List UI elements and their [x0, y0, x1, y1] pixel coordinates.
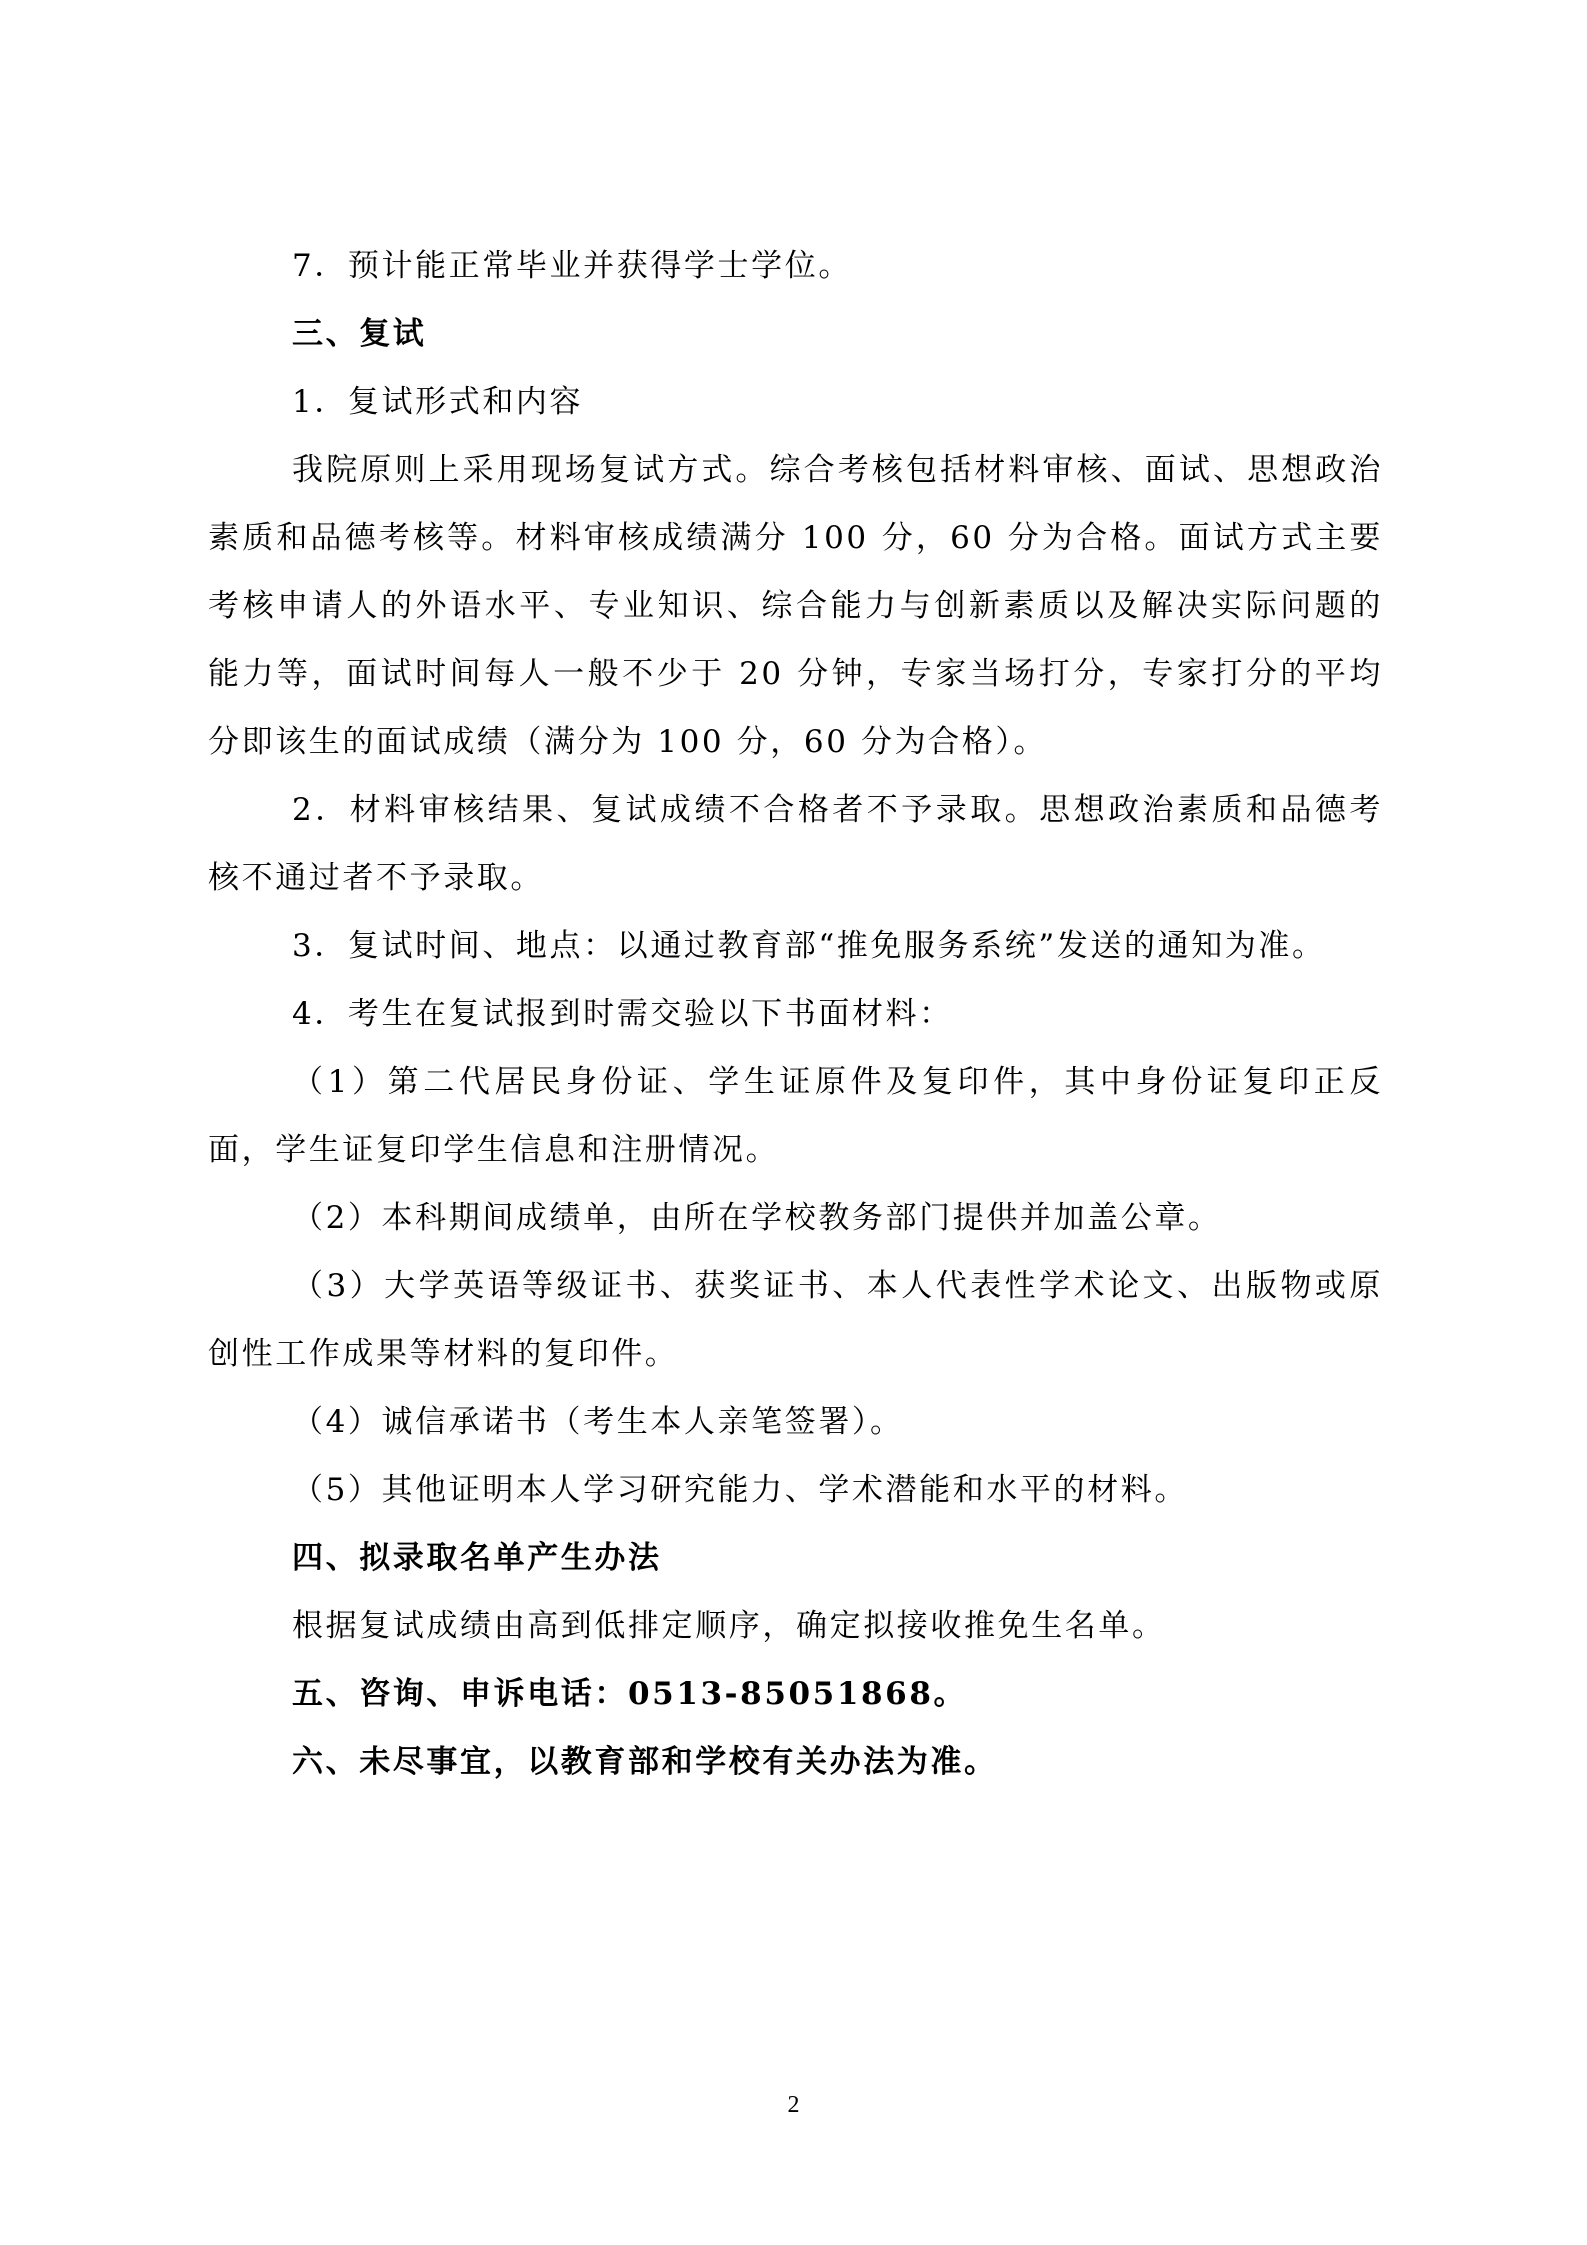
list-item-integrity-pledge: （4）诚信承诺书（考生本人亲笔签署）。: [292, 1404, 904, 1440]
page-number: 2: [787, 2092, 800, 2118]
list-item-certificates: （3）大学英语等级证书、获奖证书、本人代表性学术论文、出版物或原创性工作成果等材料的复印件。: [208, 1268, 1383, 1372]
paragraph-time-and-place: 3．复试时间、地点：以通过教育部“推免服务系统”发送的通知为准。: [292, 928, 1326, 964]
paragraph-graduation-requirement: 7．预计能正常毕业并获得学士学位。: [292, 248, 852, 284]
paragraph-failing-criteria: 2．材料审核结果、复试成绩不合格者不予录取。思想政治素质和品德考核不通过者不予录取。: [208, 792, 1383, 896]
section-heading-other-matters: 六、未尽事宜，以教育部和学校有关办法为准。: [292, 1744, 998, 1780]
list-item-id-documents: （1）第二代居民身份证、学生证原件及复印件，其中身份证复印正反面，学生证复印学生信息和注册情况。: [208, 1064, 1383, 1168]
paragraph-ranking-rule: 根据复试成绩由高到低排定顺序，确定拟接收推免生名单。: [292, 1608, 1166, 1644]
section-heading-admission-list: 四、拟录取名单产生办法: [292, 1540, 662, 1576]
paragraph-reexamination-method: 我院原则上采用现场复试方式。综合考核包括材料审核、面试、思想政治素质和品德考核等。材料审核成绩满分 100 分，60 分为合格。面试方式主要考核申请人的外语水平、专业知识、综合能力与创新素质以及解决实际问题的能力等，面试时间每人一般不少于 20 分钟，专家当场打分，专家打分的平均分即该生的面试成绩（满分为 100 分，60 分为合格）。: [208, 452, 1383, 760]
document-body: [208, 232, 1383, 1796]
section-heading-contact-phone: 五、咨询、申诉电话：0513-85051868。: [292, 1676, 968, 1712]
subheading-format-and-content: 1．复试形式和内容: [292, 384, 584, 420]
section-heading-reexamination: 三、复试: [292, 316, 427, 352]
paragraph-required-materials: 4．考生在复试报到时需交验以下书面材料：: [292, 996, 953, 1032]
list-item-other-materials: （5）其他证明本人学习研究能力、学术潜能和水平的材料。: [292, 1472, 1188, 1508]
list-item-transcript: （2）本科期间成绩单，由所在学校教务部门提供并加盖公章。: [292, 1200, 1222, 1236]
